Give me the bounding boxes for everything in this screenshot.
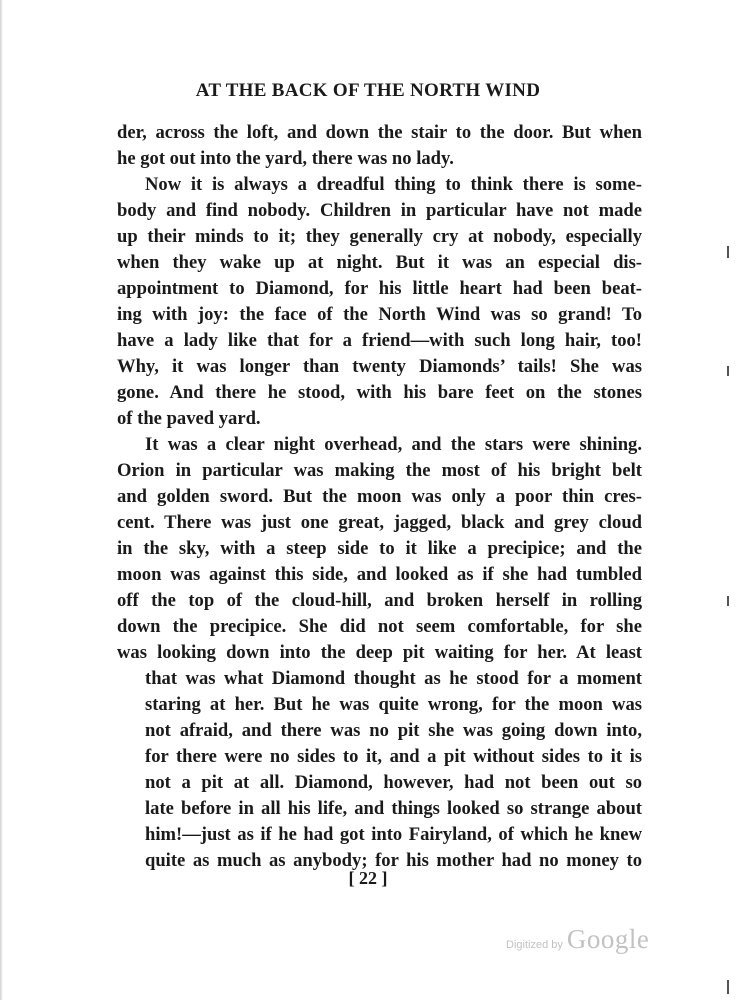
page-number: [ 22 ]: [348, 868, 388, 888]
text-line: der, across the loft, and down the stair to the door. But when: [117, 122, 642, 143]
page-body: [117, 120, 642, 874]
margin-mark: [727, 980, 729, 994]
text-line: late before in all his life, and things looked so strange about: [145, 798, 642, 819]
margin-mark: [727, 596, 729, 606]
text-line: quite as much as anybody; for his mother had no money to: [145, 850, 642, 871]
text-line: up their minds to it; they generally cry at nobody, especially: [117, 226, 642, 247]
margin-mark: [727, 366, 729, 376]
text-line: gone. And there he stood, with his bare feet on the stones: [117, 382, 642, 403]
watermark-prefix: Digitized by: [506, 939, 563, 951]
text-line: It was a clear night overhead, and the stars were shining.: [145, 434, 642, 455]
page-edge: [0, 0, 3, 1000]
text-line: that was what Diamond thought as he stood for a moment: [145, 668, 642, 689]
text-line: off the top of the cloud-hill, and broken herself in rolling: [117, 590, 642, 611]
margin-mark: [727, 246, 729, 258]
text-line: for there were no sides to it, and a pit without sides to it is: [145, 746, 642, 767]
text-line: cent. There was just one great, jagged, black and grey cloud: [117, 512, 642, 533]
text-line: staring at her. But he was quite wrong, for the moon was: [145, 694, 642, 715]
text-line: Now it is always a dreadful thing to think there is some-: [145, 174, 642, 195]
text-line: was looking down into the deep pit waiting for her. At least: [117, 642, 642, 663]
text-line: body and find nobody. Children in particular have not made: [117, 200, 642, 221]
text-line: and golden sword. But the moon was only a poor thin cres-: [117, 486, 642, 507]
running-title: AT THE BACK OF THE NORTH WIND: [195, 80, 541, 101]
text-line: appointment to Diamond, for his little heart had been beat-: [117, 278, 642, 299]
text-line: when they wake up at night. But it was an especial dis-: [117, 252, 642, 273]
text-line: not afraid, and there was no pit she was going down into,: [145, 720, 642, 741]
text-line: have a lady like that for a friend—with such long hair, too!: [117, 330, 642, 351]
text-line: he got out into the yard, there was no lady.: [117, 148, 454, 169]
text-line: Why, it was longer than twenty Diamonds’ tails! She was: [117, 356, 642, 377]
text-line: ing with joy: the face of the North Wind was so grand! To: [117, 304, 642, 325]
text-line: not a pit at all. Diamond, however, had not been out so: [145, 772, 642, 793]
watermark-brand: Google: [566, 924, 650, 954]
text-line: Orion in particular was making the most of his bright belt: [117, 460, 642, 481]
text-line: down the precipice. She did not seem comfortable, for she: [117, 616, 642, 637]
text-line: moon was against this side, and looked as if she had tumbled: [117, 564, 642, 585]
digitized-watermark: [506, 924, 649, 955]
text-line: him!—just as if he had got into Fairyland, of which he knew: [145, 824, 642, 845]
text-line: of the paved yard.: [117, 408, 261, 429]
text-line: in the sky, with a steep side to it like a precipice; and the: [117, 538, 642, 559]
